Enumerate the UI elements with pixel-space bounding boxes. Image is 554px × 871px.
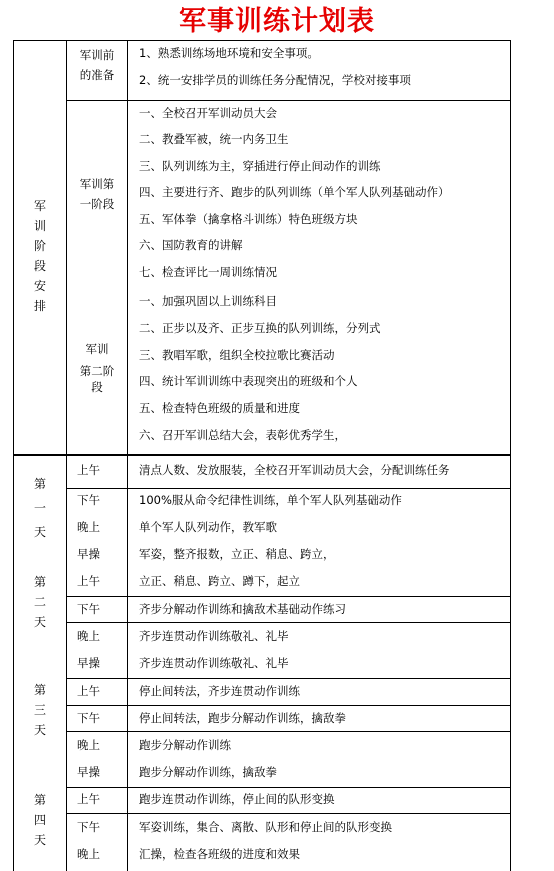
day-label: 第三天 — [33, 683, 46, 737]
row-divider-pre-content — [127, 100, 510, 101]
time-cell: 下午 — [77, 820, 100, 834]
content-cell: 100%服从命令纪律性训练，单个军人队列基础动作 — [139, 493, 402, 507]
stage1-item: 一、全校召开军训动员大会 — [139, 106, 277, 120]
stage1-item: 五、军体拳（擒拿格斗训练）特色班级方块 — [139, 212, 358, 226]
pre-label-line: 军训前 — [79, 48, 115, 62]
pre-label — [67, 48, 127, 82]
content-cell: 跑步分解动作训练 — [139, 738, 231, 752]
content-cell: 跑步分解动作训练，擒敌拳 — [139, 765, 277, 779]
stage2-item: 四、统计军训训练中表现突出的班级和个人 — [139, 374, 358, 388]
stage1-item: 二、教叠军被，统一内务卫生 — [139, 132, 289, 146]
time-cell: 下午 — [77, 493, 100, 507]
content-cell: 齐步连贯动作训练敬礼、礼毕 — [139, 629, 289, 643]
col-divider-time — [127, 454, 128, 871]
content-cell: 齐步连贯动作训练敬礼、礼毕 — [139, 656, 289, 670]
stage2-item: 五、检查特色班级的质量和进度 — [139, 401, 300, 415]
stage1-item: 六、国防教育的讲解 — [139, 238, 243, 252]
stage2-label — [67, 342, 127, 394]
time-cell: 上午 — [77, 792, 100, 806]
time-cell: 上午 — [77, 574, 100, 588]
time-cell: 早操 — [77, 547, 100, 561]
page-title: 军事训练计划表 — [179, 6, 375, 37]
content-cell: 停止间转法，齐步连贯动作训练 — [139, 684, 300, 698]
time-cell: 下午 — [77, 602, 100, 616]
time-cell: 下午 — [77, 711, 100, 725]
col-divider-2 — [127, 40, 128, 454]
row-divider — [66, 678, 511, 679]
time-cell: 晚上 — [77, 738, 100, 752]
day-label: 第一天 — [33, 477, 46, 539]
stage1-item: 三、队列训练为主，穿插进行停止间动作的训练 — [139, 159, 381, 173]
time-cell: 晚上 — [77, 629, 100, 643]
row-divider — [66, 622, 511, 623]
table-border-top — [13, 40, 511, 41]
content-cell: 跑步连贯动作训练，停止间的队形变换 — [139, 792, 335, 806]
stage1-label-line: 军训第 — [79, 177, 115, 191]
stages-label: 军训阶段安排 — [33, 199, 46, 313]
pre-item: 2、统一安排学员的训练任务分配情况，学校对接事项 — [139, 73, 411, 87]
stage2-item: 三、教唱军歌，组织全校拉歌比赛活动 — [139, 348, 335, 362]
row-divider — [66, 731, 511, 732]
stage1-item: 四、主要进行齐、跑步的队列训练（单个军人队列基础动作） — [139, 185, 450, 199]
stage2-label-line: 第二阶 — [79, 364, 115, 378]
stage1-item: 七、检查评比一周训练情况 — [139, 265, 277, 279]
content-cell: 汇操，检查各班级的进度和效果 — [139, 847, 300, 861]
day-label: 第二天 — [33, 575, 46, 629]
stage2-label-line: 段 — [91, 380, 103, 394]
time-cell: 早操 — [77, 765, 100, 779]
stage2-item: 六、召开军训总结大会，表彰优秀学生， — [139, 428, 346, 442]
stage2-item: 一、加强巩固以上训练科目 — [139, 294, 277, 308]
content-cell: 停止间转法，跑步分解动作训练，擒敌拳 — [139, 711, 346, 725]
time-cell: 上午 — [77, 684, 100, 698]
stage2-label-line: 军训 — [85, 342, 109, 356]
content-cell: 清点人数、发放服装，全校召开军训动员大会，分配训练任务 — [139, 463, 450, 477]
section-divider — [13, 454, 511, 456]
row-divider — [66, 488, 511, 489]
time-cell: 晚上 — [77, 847, 100, 861]
content-cell: 立正、稍息、跨立、蹲下，起立 — [139, 574, 300, 588]
row-divider — [66, 705, 511, 706]
time-cell: 晚上 — [77, 520, 100, 534]
row-divider — [66, 813, 511, 814]
stage1-label-line: 一阶段 — [79, 197, 115, 211]
row-divider-pre-label — [66, 100, 127, 101]
content-cell: 军姿，整齐报数，立正、稍息、跨立， — [139, 547, 335, 561]
pre-item: 1、熟悉训练场地环境和安全事项。 — [139, 46, 319, 60]
content-cell: 军姿训练，集合、离散、队形和停止间的队形变换 — [139, 820, 392, 834]
time-cell: 上午 — [77, 463, 100, 477]
content-cell: 单个军人队列动作，教军歌 — [139, 520, 277, 534]
time-cell: 早操 — [77, 656, 100, 670]
row-divider — [66, 596, 511, 597]
day-label: 第四天 — [33, 793, 46, 847]
pre-label-line: 的准备 — [79, 68, 115, 82]
stage1-label — [67, 177, 127, 211]
row-divider — [66, 787, 511, 788]
col-divider-day — [66, 454, 67, 871]
stage2-item: 二、正步以及齐、正步互换的队列训练，分列式 — [139, 321, 381, 335]
content-cell: 齐步分解动作训练和擒敌术基础动作练习 — [139, 602, 346, 616]
